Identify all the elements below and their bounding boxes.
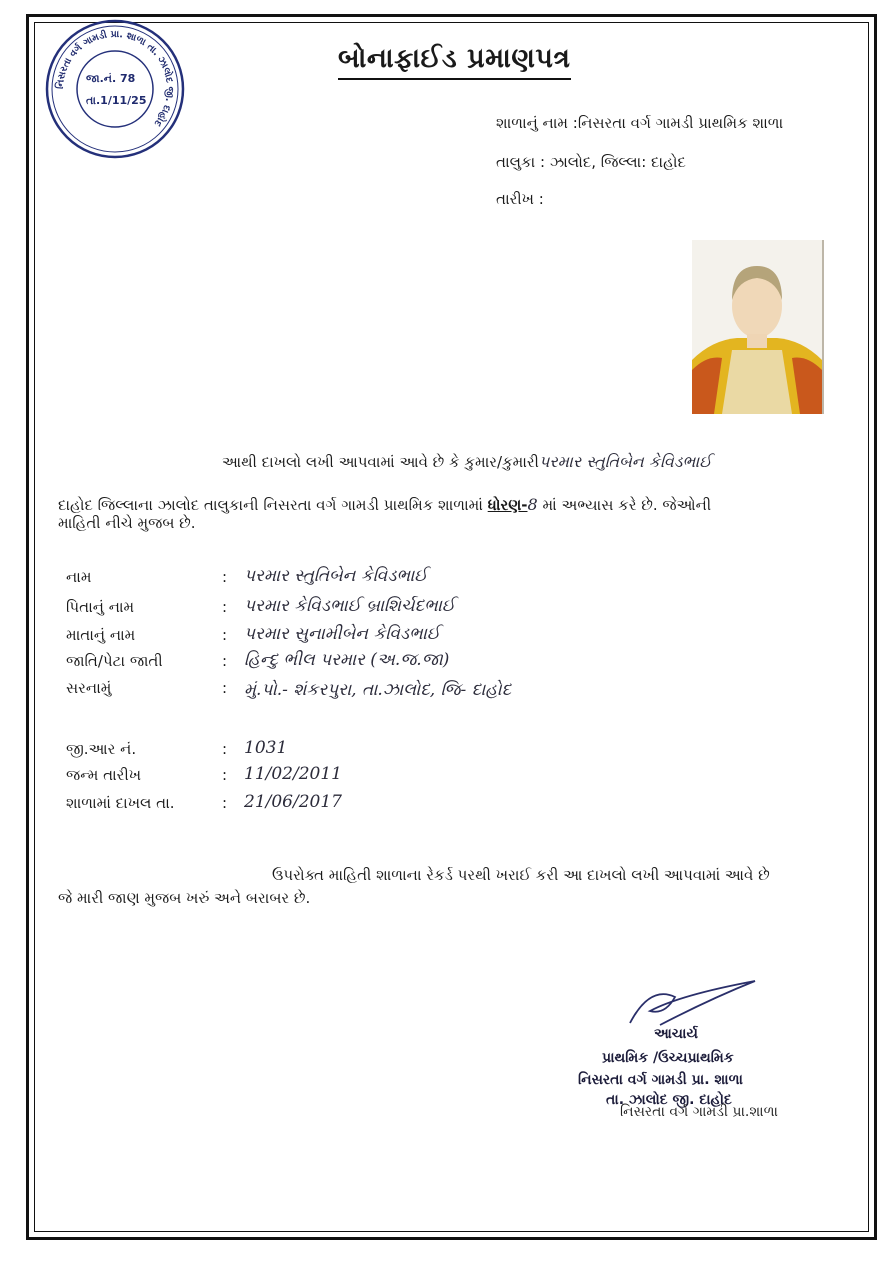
student-photo-figure: [692, 240, 822, 414]
record-colon: :: [222, 740, 228, 758]
record-colon: :: [222, 794, 228, 812]
certificate-title: બોનાફાઈડ પ્રમાણપત્ર: [338, 42, 571, 80]
taluka-district: તાલુકા : ઝાલોદ, જિલ્લા: દાહોદ: [496, 153, 686, 171]
student-name-handwritten: પરમાર સ્તુતિબેન કેવિડભાઈ: [538, 452, 712, 471]
record-label: જી.આર નં.: [66, 740, 137, 758]
detail-label: પિતાનું નામ: [66, 598, 135, 616]
closing-line-2: જે મારી જાણ મુજબ ખરું અને બરાબર છે.: [58, 889, 311, 907]
detail-label: નામ: [66, 568, 92, 586]
record-value: 21/06/2017: [244, 792, 342, 812]
intro-line-1: [222, 452, 712, 472]
seal-ring-text: નિસરતા વર્ગ ગામડી પ્રા. શાળા તા. ઝાલોદ જી. દાહોદ: [54, 28, 176, 129]
detail-colon: :: [222, 568, 228, 586]
signature-level: પ્રાથમિક /ઉચ્ચપ્રાથમિક: [602, 1050, 734, 1066]
date-label: તારીખ :: [496, 190, 544, 208]
intro-line-2: [58, 495, 711, 514]
signature-printed-school: નિસરતા વર્ગ ગામડી પ્રા.શાળા: [620, 1104, 778, 1120]
seal-date: તા.1/11/25: [86, 94, 147, 107]
closing-line-1: ઉપરોક્ત માહિતી શાળાના રેકર્ડ પરથી ખરાઈ કરી આ દાખલો લખી આપવામાં આવે છે: [272, 866, 770, 884]
school-seal: [44, 18, 186, 160]
record-value: 1031: [244, 738, 288, 758]
detail-label: માતાનું નામ: [66, 626, 136, 644]
inner-border: [34, 22, 869, 1232]
detail-value: પરમાર કેવિડભાઈ બ્રાશિર્ચદભાઈ: [244, 596, 455, 616]
detail-value: પરમાર સુનામીબેન કેવિડભાઈ: [244, 624, 441, 644]
detail-colon: :: [222, 598, 228, 616]
detail-label: સરનામું: [66, 679, 112, 697]
record-colon: :: [222, 766, 228, 784]
detail-colon: :: [222, 679, 228, 697]
standard-label: ધોરણ-: [487, 496, 528, 514]
signature-school: નિસરતા વર્ગ ગામડી પ્રા. શાળા: [578, 1072, 743, 1088]
signature-role: આચાર્ય: [654, 1026, 698, 1042]
detail-value: મું.પો.- શંકરપુરા, તા.ઝાલોદ, જિ- દાહોદ: [244, 680, 512, 700]
detail-colon: :: [222, 652, 228, 670]
intro-line-2-text: દાહોદ જિલ્લાના ઝાલોદ તાલુકાની નિસરતા વર્ગ ગામડી પ્રાથમિક શાળામાં: [58, 496, 483, 514]
record-value: 11/02/2011: [244, 764, 342, 784]
student-photo: [692, 240, 824, 414]
intro-line-1-text: આથી દાખલો લખી આપવામાં આવે છે કે કુમાર/કુમારી: [222, 453, 539, 471]
detail-colon: :: [222, 626, 228, 644]
record-label: જન્મ તારીખ: [66, 766, 142, 784]
detail-value: પરમાર સ્તુતિબેન કેવિડભાઈ: [244, 566, 428, 586]
standard-value: 8: [527, 495, 538, 514]
detail-value: હિન્દુ ભીલ પરમાર (અ.જ.જા): [244, 650, 450, 670]
intro-line-2-suffix: માં અભ્યાસ કરે છે. જેઓની: [542, 496, 712, 514]
seal-number: જા.નં. 78: [86, 72, 136, 85]
intro-line-3: માહિતી નીચે મુજબ છે.: [58, 514, 196, 532]
record-label: શાળામાં દાખલ તા.: [66, 794, 175, 812]
school-name: શાળાનું નામ :નિસરતા વર્ગ ગામડી પ્રાથમિક શાળા: [496, 114, 784, 132]
detail-label: જાતિ/પેટા જાતી: [66, 652, 163, 670]
signature-place: તા. ઝાલોદ જી. દાહોદ: [606, 1092, 732, 1108]
